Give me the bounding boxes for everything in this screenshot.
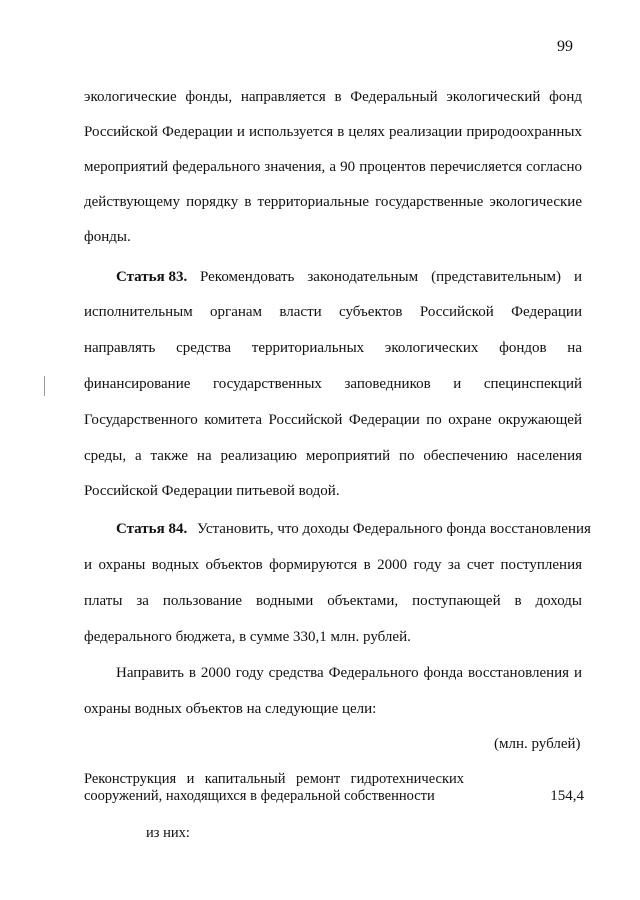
article-83-heading: Статья 83. [116, 269, 188, 285]
text-line: направлять средства территориальных экологических фондов на [84, 340, 582, 356]
text-line: Направить в 2000 году средства Федерального фонда восстановления и [116, 665, 582, 681]
article-83-first-line [116, 268, 582, 286]
text-line: мероприятий федерального значения, а 90 процентов перечисляется согласно [84, 159, 582, 175]
margin-mark [44, 376, 45, 396]
table-row-value: 154,4 [550, 788, 584, 804]
article-83-first-line-text: Рекомендовать законодательным (представительным) и [200, 269, 582, 285]
table-row-label-line: сооружений, находящихся в федеральной собственности [84, 788, 435, 804]
text-line: охраны водных объектов на следующие цели: [84, 701, 377, 717]
text-line: и охраны водных объектов формируются в 2000 году за счет поступления [84, 557, 582, 573]
text-line: исполнительным органам власти субъектов Российской Федерации [84, 304, 582, 320]
article-84-heading: Статья 84. [116, 521, 188, 537]
text-line: экологические фонды, направляется в Федеральный экологический фонд [84, 89, 582, 105]
of-them-label: из них: [146, 825, 190, 841]
table-row-label [84, 771, 464, 805]
text-line: Государственного комитета Российской Федерации по охране окружающей [84, 412, 582, 428]
table-row [84, 771, 584, 811]
text-line: Российской Федерации питьевой водой. [84, 483, 340, 499]
text-line: платы за пользование водными объектами, поступающей в доходы [84, 593, 582, 609]
table-row-label-line: Реконструкция и капитальный ремонт гидротехнических [84, 771, 464, 787]
units-label: (млн. рублей) [494, 736, 581, 752]
text-line: фонды. [84, 229, 131, 245]
page-number: 99 [557, 38, 573, 55]
text-line: Российской Федерации и используется в целях реализации природоохранных [84, 124, 582, 140]
article-84-first-line [116, 520, 591, 538]
text-line: финансирование государственных заповедников и специнспекций [84, 376, 582, 392]
text-line: среды, а также на реализацию мероприятий по обеспечению населения [84, 448, 582, 464]
text-line: действующему порядку в территориальные государственные экологические [84, 194, 582, 210]
article-84-first-line-text: Установить, что доходы Федерального фонда восстановления [197, 521, 591, 537]
text-line: федерального бюджета, в сумме 330,1 млн. рублей. [84, 629, 411, 645]
